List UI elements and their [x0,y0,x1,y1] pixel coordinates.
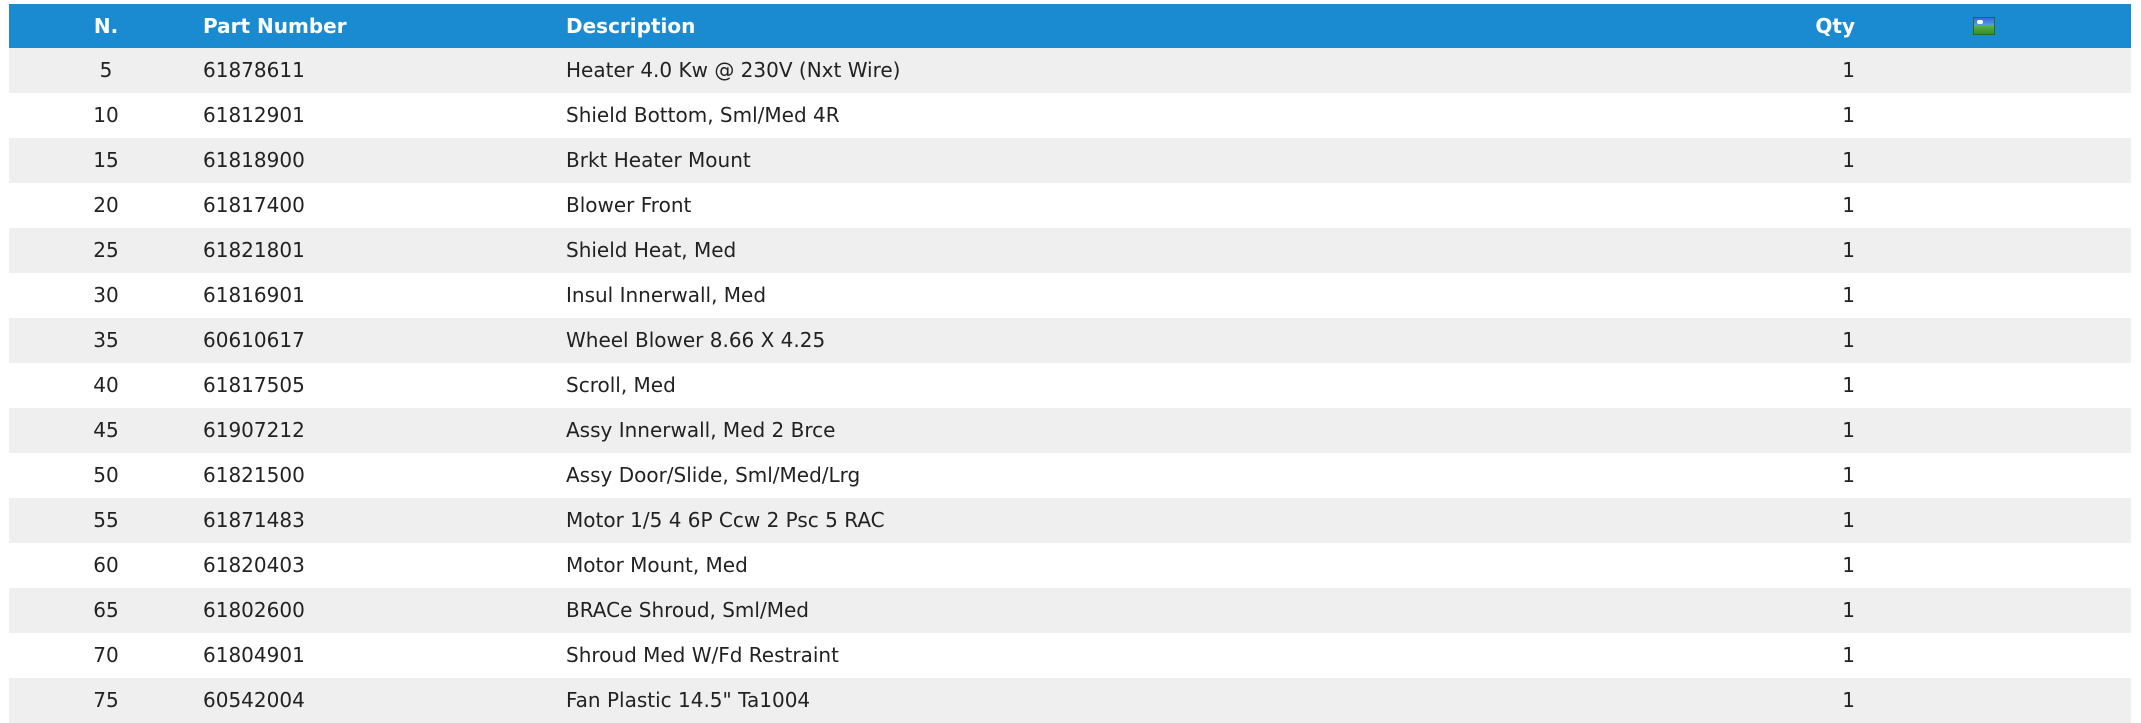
table-row[interactable] [9,138,2131,183]
cell-n: 35 [93,328,119,352]
table-row[interactable] [9,588,2131,633]
header-qty-label: Qty [1815,14,1855,38]
table-row[interactable] [9,453,2131,498]
cell-description: Brkt Heater Mount [566,148,751,172]
cell-qty: 1 [1842,58,1855,82]
cell-qty: 1 [1842,463,1855,487]
table-row[interactable] [9,543,2131,588]
cell-description: Shield Heat, Med [566,238,737,262]
cell-image [1855,318,2131,363]
table-row[interactable] [9,273,2131,318]
cell-part-number: 60610617 [203,328,305,352]
table-header [9,4,2131,48]
cell-description: Wheel Blower 8.66 X 4.25 [566,328,826,352]
header-part-number[interactable]: Part Number [203,14,347,38]
table-row[interactable] [9,93,2131,138]
table-row[interactable] [9,318,2131,363]
header-image[interactable] [1855,4,2131,48]
cell-qty: 1 [1842,238,1855,262]
table-row[interactable] [9,363,2131,408]
table-row[interactable] [9,498,2131,543]
cell-n: 15 [93,148,119,172]
cell-description: Motor Mount, Med [566,553,748,577]
cell-n: 20 [93,193,119,217]
cell-part-number: 61817505 [203,373,305,397]
cell-part-number: 61821801 [203,238,305,262]
cell-image [1855,633,2131,678]
cell-image [1855,588,2131,633]
table-row[interactable] [9,408,2131,453]
cell-qty: 1 [1842,283,1855,307]
cell-qty: 1 [1842,418,1855,442]
cell-image [1855,498,2131,543]
cell-n: 65 [93,598,119,622]
image-icon[interactable] [1973,17,1995,35]
cell-description: Blower Front [566,193,692,217]
cell-description: Insul Innerwall, Med [566,283,767,307]
header-description[interactable]: Description [566,14,696,38]
cell-part-number: 61802600 [203,598,305,622]
cell-qty: 1 [1842,508,1855,532]
cell-n: 25 [93,238,119,262]
cell-image [1855,48,2131,93]
table-row[interactable] [9,228,2131,273]
cell-n: 60 [93,553,119,577]
cell-part-number: 60542004 [203,688,305,712]
cell-n: 50 [93,463,119,487]
header-row [9,4,2131,48]
cell-part-number: 61818900 [203,148,305,172]
cell-qty: 1 [1842,598,1855,622]
cell-n: 10 [93,103,119,127]
cell-description: Assy Innerwall, Med 2 Brce [566,418,836,442]
table-row[interactable] [9,633,2131,678]
cell-description: Heater 4.0 Kw @ 230V (Nxt Wire) [566,58,901,82]
cell-qty: 1 [1842,328,1855,352]
cell-qty: 1 [1842,643,1855,667]
cell-qty: 1 [1842,148,1855,172]
cell-part-number: 61804901 [203,643,305,667]
cell-n: 45 [93,418,119,442]
cell-description: Motor 1/5 4 6P Ccw 2 Psc 5 RAC [566,508,885,532]
cell-image [1855,363,2131,408]
cell-part-number: 61812901 [203,103,305,127]
cell-image [1855,93,2131,138]
cell-part-number: 61907212 [203,418,305,442]
cell-image [1855,138,2131,183]
table-row[interactable] [9,48,2131,93]
cell-description: BRACe Shroud, Sml/Med [566,598,809,622]
cell-image [1855,228,2131,273]
cell-qty: 1 [1842,103,1855,127]
cell-image [1855,543,2131,588]
cell-n: 40 [93,373,119,397]
cell-n: 30 [93,283,119,307]
cell-n: 5 [99,58,113,82]
cell-qty: 1 [1842,193,1855,217]
cell-description: Scroll, Med [566,373,676,397]
cell-image [1855,453,2131,498]
header-n[interactable]: N. [93,14,119,38]
cell-qty: 1 [1842,373,1855,397]
cell-description: Shield Bottom, Sml/Med 4R [566,103,840,127]
cell-part-number: 61821500 [203,463,305,487]
cell-part-number: 61816901 [203,283,305,307]
cell-image [1855,273,2131,318]
cell-part-number: 61878611 [203,58,305,82]
cell-description: Fan Plastic 14.5" Ta1004 [566,688,811,712]
parts-table [9,4,2131,723]
cell-description: Shroud Med W/Fd Restraint [566,643,839,667]
table-body [9,48,2131,723]
cell-n: 70 [93,643,119,667]
cell-description: Assy Door/Slide, Sml/Med/Lrg [566,463,861,487]
cell-n: 55 [93,508,119,532]
image-icon-sun [1977,20,1983,24]
cell-qty: 1 [1842,553,1855,577]
parts-table-container [9,4,2131,723]
cell-n: 75 [93,688,119,712]
header-qty[interactable] [1558,4,1855,48]
cell-image [1855,183,2131,228]
cell-image [1855,678,2131,723]
cell-image [1855,408,2131,453]
table-row[interactable] [9,678,2131,723]
table-row[interactable] [9,183,2131,228]
cell-qty: 1 [1842,688,1855,712]
cell-part-number: 61871483 [203,508,305,532]
cell-part-number: 61817400 [203,193,305,217]
cell-part-number: 61820403 [203,553,305,577]
